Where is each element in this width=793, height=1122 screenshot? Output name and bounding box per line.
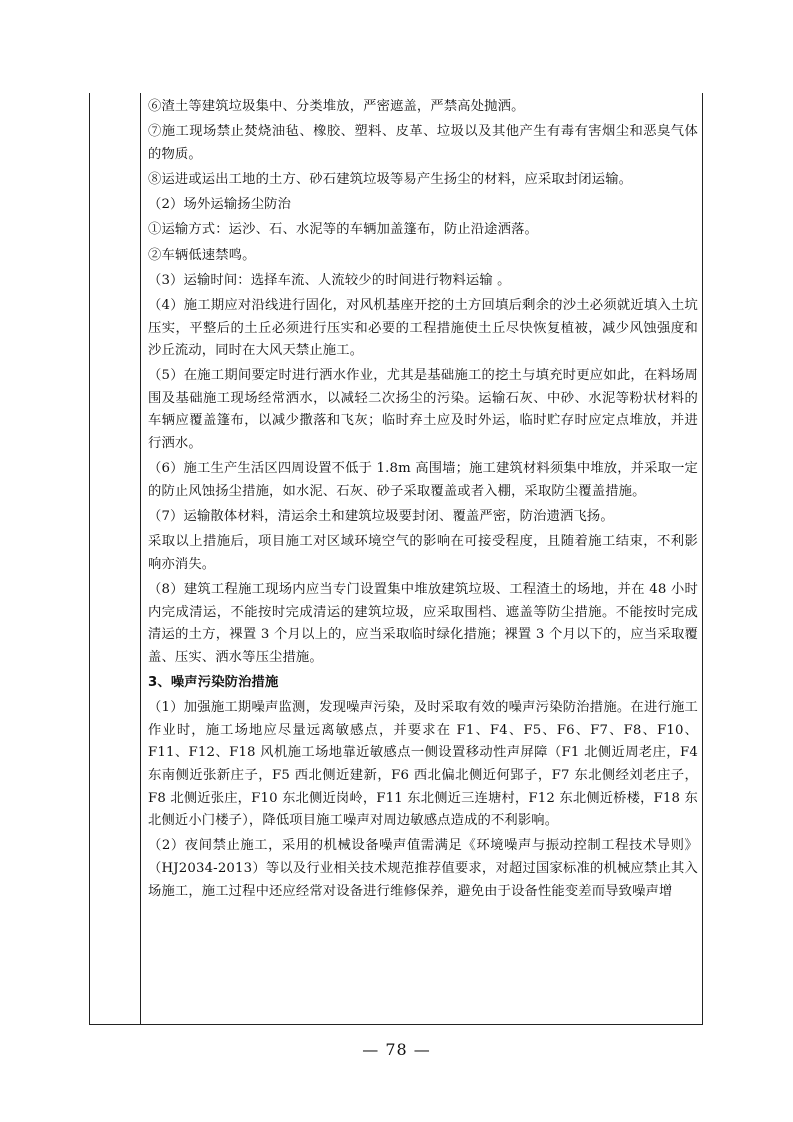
section-heading: 3、噪声污染防治措施 <box>148 674 279 690</box>
paragraph: （8）建筑工程施工现场内应当专门设置集中堆放建筑垃圾、工程渣土的场地，并在 48 小时内完成清运，不能按时完成清运的建筑垃圾，应采取围档、遮盖等防尘措施。不能按时完成清运的土方，裸置 3 个月以上的，应当采取临时绿化措施；裸置 3 个月以下的，应当采取覆盖、压实、洒水等压尘措施。 <box>148 582 698 665</box>
paragraph: （2）场外运输扬尘防治 <box>148 197 292 213</box>
paragraph: ②车辆低速禁鸣。 <box>148 247 256 263</box>
paragraph: （7）运输散体材料，清运余土和建筑垃圾要封闭、覆盖严密，防治遗洒飞扬。 <box>148 509 614 525</box>
paragraph: （1）加强施工期噪声监测，发现噪声污染，及时采取有效的噪声污染防治措施。在进行施工作业时，施工场地应尽量远离敏感点，并要求在 F1、F4、F5、F6、F7、F8、F10、F11、F12、F18 风机施工场地靠近敏感点一侧设置移动性声屏障（F1 北侧近周老庄，F4 东南侧近张新庄子，F5 西北侧近建新，F6 西北偏北侧近何郢子，F7 东北侧经刘老庄子，F8 北侧近张庄，F10 东北侧近岗岭，F11 东北侧近三连塘村，F12 东北侧近桥楼，F18 东北侧近小门楼子），降低项目施工噪声对周边敏感点造成的不利影响。 <box>148 700 698 829</box>
paragraph: （4）施工期应对沿线进行固化，对风机基座开挖的土方回填后剩余的沙土必须就近填入土坑压实，平整后的土丘必须进行压实和必要的工程措施使土丘尽快恢复植被，减少风蚀强度和沙丘流动，同时在大风天禁止施工。 <box>148 297 698 359</box>
paragraph: （6）施工生产生活区四周设置不低于 1.8m 高围墙；施工建筑材料须集中堆放，并采取一定的防止风蚀扬尘措施，如水泥、石灰、砂子采取覆盖或者入棚，采取防尘覆盖措施。 <box>148 461 698 499</box>
paragraph: ⑥渣土等建筑垃圾集中、分类堆放，严密遮盖，严禁高处抛洒。 <box>148 99 525 114</box>
paragraph: ①运输方式：运沙、石、水泥等的车辆加盖篷布，防止沿途洒落。 <box>148 222 538 238</box>
paragraph: （2）夜间禁止施工，采用的机械设备噪声值需满足《环境噪声与振动控制工程技术导则》（HJ2034-2013）等以及行业相关技术规范推荐值要求，对超过国家标准的机械应禁止其入场施工，施工过程中还应经常对设备进行维修保养，避免由于设备性能变差而导致噪声增 <box>148 838 698 899</box>
table-content-cell <box>148 96 698 906</box>
paragraph: 采取以上措施后，项目施工对区域环境空气的影响在可接受程度，且随着施工结束，不利影响亦消失。 <box>148 534 698 572</box>
table-column-divider <box>140 93 141 1025</box>
paragraph: （3）运输时间：选择车流、人流较少的时间进行物料运输 。 <box>148 272 511 288</box>
paragraph: （5）在施工期间要定时进行洒水作业，尤其是基础施工的挖土与填充时更应如此，在料场周围及基础施工现场经常洒水，以减轻二次扬尘的污染。运输石灰、中砂、水泥等粉状材料的车辆应覆盖篷布，以减少撒落和飞灰；临时弃土应及时外运，临时贮存时应定点堆放，并进行洒水。 <box>148 368 698 452</box>
paragraph: ⑧运进或运出工地的土方、砂石建筑垃圾等易产生扬尘的材料，应采取封闭运输。 <box>148 171 633 187</box>
paragraph: ⑦施工现场禁止焚烧油毡、橡胶、塑料、皮革、垃圾以及其他产生有毒有害烟尘和恶臭气体的物质。 <box>148 124 698 162</box>
page-number: — 78 — <box>362 1040 431 1059</box>
